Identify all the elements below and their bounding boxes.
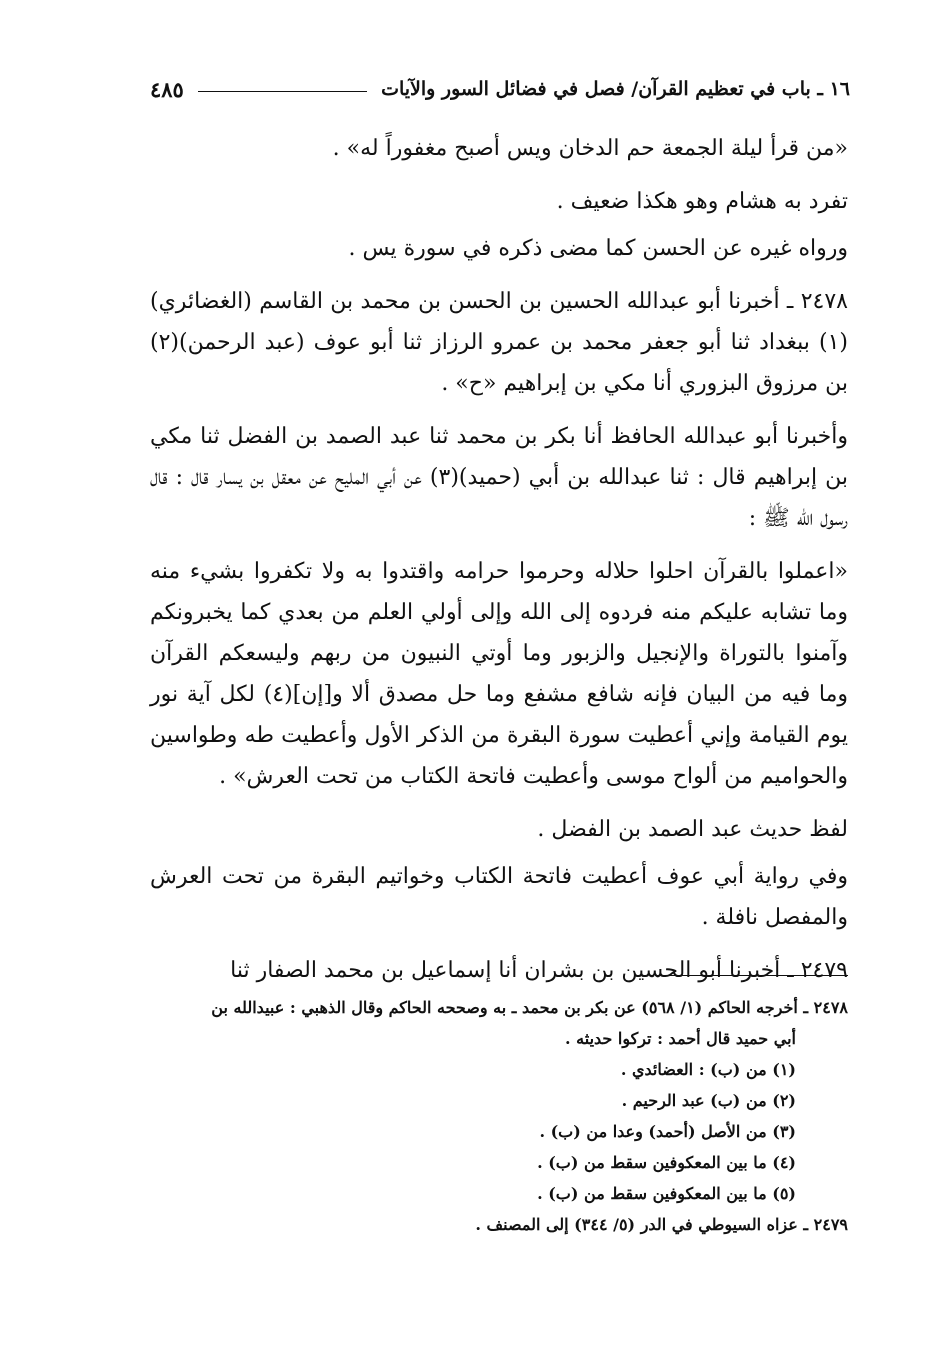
footnotes: [150, 992, 848, 1240]
footnote-2: (٢) من (ب) عبد الرحيم .: [621, 1091, 796, 1110]
main-text: [150, 128, 848, 1003]
paragraph-comment: تفرد به هشام وهو هكذا ضعيف .: [556, 189, 848, 214]
paragraph-isnad-2479: ٢٤٧٩ ـ أخبرنا أبو الحسين بن بشران أنا إسماعيل بن محمد الصفار ثنا: [230, 958, 848, 983]
paragraph-isnad-2478: ٢٤٧٨ ـ أخبرنا أبو عبدالله الحسين بن الحسن بن محمد بن القاسم (الغضائري)(١) ببغداد ثنا أبو جعفر محمد بن عمرو الرزاز ثنا أبو عوف (عبد الرحمن)(٢) بن مرزوق البزوري أنا مكي بن إبراهيم «ح» .: [150, 289, 848, 396]
footnote-5: (٥) ما بين المعكوفين سقط من (ب) .: [537, 1184, 796, 1203]
header-rule: [198, 91, 367, 92]
paragraph-hadith-text: «اعملوا بالقرآن احلوا حلاله وحرموا حرامه واقتدوا به ولا تكفروا بشيء منه وما تشابه عليكم منه فردوه إلى الله وإلى أولي العلم من بعدي كما يخبرونكم وآمنوا بالتوراة والإنجيل والزبور وما أوتي النبيون من ربهم وليسعكم القرآن وما فيه من البيان فإنه شافع مشفع وما حل مصدق ألا و[إن](٤) لكل آية نور يوم القيامة وإني أعطيت سورة البقرة من الذكر الأول وأعطيت طه وطواسين والحواميم من ألواح موسى وأعطيت فاتحة الكتاب من تحت العرش» .: [150, 559, 849, 789]
footnote-3: (٣) من الأصل (أحمد) وعدا من (ب) .: [539, 1122, 796, 1141]
running-header: [150, 74, 850, 104]
footnote-4: (٤) ما بين المعكوفين سقط من (ب) .: [537, 1153, 796, 1172]
footnote-2479: ٢٤٧٩ ـ عزاه السيوطي في الدر (٥/ ٣٤٤) إلى المصنف .: [475, 1215, 848, 1234]
page-number: ٤٨٥: [150, 76, 184, 102]
footnote-2478: ٢٤٧٨ ـ أخرجه الحاكم (١/ ٥٦٨) عن بكر بن محمد ـ به وصححه الحاكم وقال الذهبي : عبيدالله بن: [211, 998, 848, 1017]
paragraph-comment: لفظ حديث عبد الصمد بن الفضل .: [537, 817, 848, 842]
paragraph-hadith-quote: «من قرأ ليلة الجمعة حم الدخان ويس أصبح مغفوراً له» .: [332, 136, 848, 161]
header-title: ١٦ ـ باب في تعظيم القرآن/ فصل في فضائل السور والآيات: [381, 78, 850, 100]
footnote-separator: [655, 975, 848, 976]
footnote-1: (١) من (ب) : العضائدي .: [620, 1060, 796, 1079]
footnote-continuation: أبي حميد قال أحمد : تركوا حديثه .: [565, 1029, 796, 1048]
paragraph-isnad: وأخبرنا أبو عبدالله الحافظ أنا بكر بن محمد ثنا عبد الصمد بن الفضل ثنا مكي بن إبراهيم قال : ثنا عبدالله بن أبي (حميد)(٣) عن أبي المليح عن معقل بن يسار قال : قال رسول الله ﷺ :: [150, 424, 849, 531]
paragraph-comment: ورواه غيره عن الحسن كما مضى ذكره في سورة يس .: [348, 236, 848, 261]
paragraph-comment: وفي رواية أبي عوف أعطيت فاتحة الكتاب وخواتيم البقرة من تحت العرش والمفصل نافلة .: [150, 864, 848, 930]
